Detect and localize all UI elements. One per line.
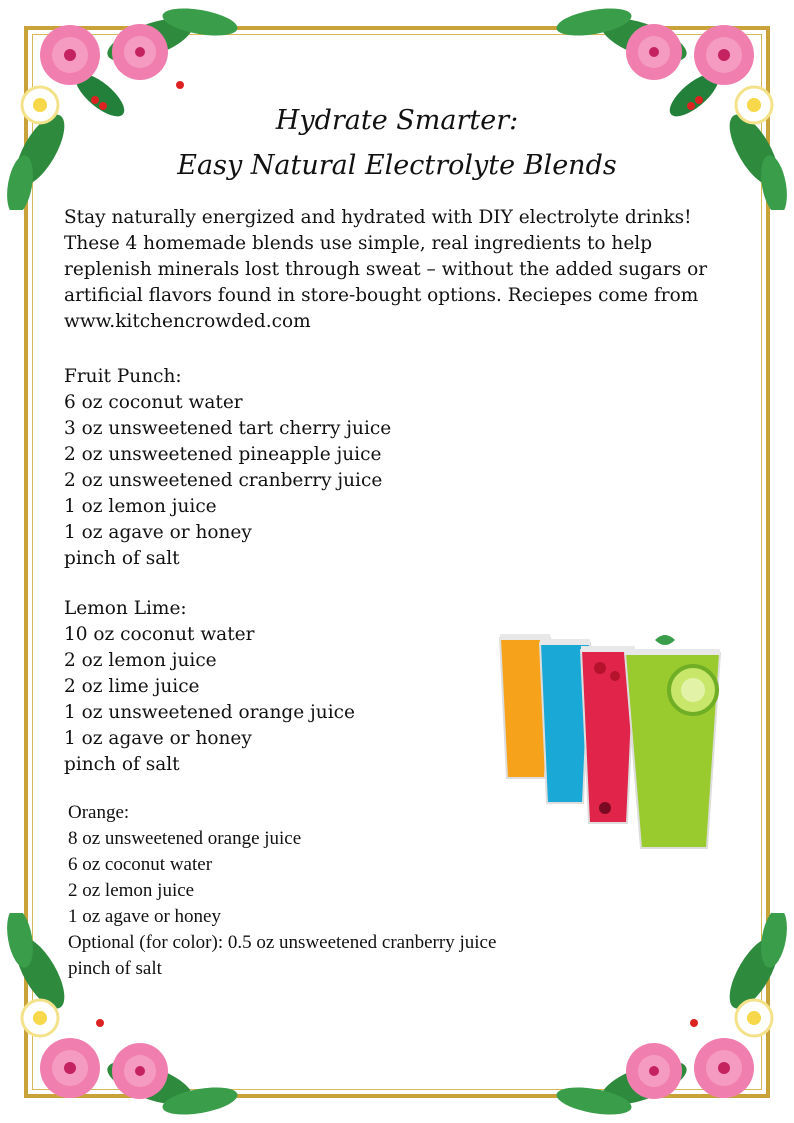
ingredient-item: Optional (for color): 0.5 oz unsweetened cranberry juice: [68, 932, 497, 953]
ingredient-item: 2 oz lemon juice: [68, 880, 195, 901]
page-title-line-1: Hydrate Smarter:: [275, 105, 519, 136]
electrolyte-drinks-illustration: [495, 628, 725, 858]
ingredient-item: 6 oz coconut water: [64, 392, 243, 413]
ingredient-item: 1 oz unsweetened orange juice: [64, 702, 355, 723]
ingredient-item: 2 oz lemon juice: [64, 650, 217, 671]
ingredient-item: pinch of salt: [68, 958, 162, 979]
ingredient-item: 1 oz lemon juice: [64, 496, 217, 517]
page-title-line-2: Easy Natural Electrolyte Blends: [177, 150, 617, 181]
recipe-orange: [68, 800, 496, 982]
ingredient-item: 3 oz unsweetened tart cherry juice: [64, 418, 392, 439]
ingredient-item: 6 oz coconut water: [68, 854, 213, 875]
ingredient-item: pinch of salt: [64, 754, 180, 775]
intro-paragraph: Stay naturally energized and hydrated with DIY electrolyte drinks! These 4 homemade blends use simple, real ingredients to help replenish minerals lost through sweat – without the added sugars or artificial flavors found in store-bought options. Reciepes come from www.kitchencrowded.com: [64, 207, 708, 332]
ingredient-item: 1 oz agave or honey: [68, 906, 221, 927]
ingredient-item: 10 oz coconut water: [64, 624, 255, 645]
ingredient-item: 1 oz agave or honey: [64, 522, 252, 543]
tropical-flower-corner-icon: [554, 913, 794, 1123]
ingredient-item: 8 oz unsweetened orange juice: [68, 828, 302, 849]
ingredient-item: pinch of salt: [64, 548, 180, 569]
ingredient-item: 2 oz lime juice: [64, 676, 200, 697]
recipe-heading: Orange:: [68, 802, 130, 823]
ingredient-item: 1 oz agave or honey: [64, 728, 252, 749]
ingredient-item: 2 oz unsweetened pineapple juice: [64, 444, 382, 465]
recipe-heading: Lemon Lime:: [64, 598, 187, 619]
recipe-fruit-punch: [64, 364, 391, 572]
ingredient-item: 2 oz unsweetened cranberry juice: [64, 470, 383, 491]
recipe-lemon-lime: [64, 596, 355, 778]
recipe-heading: Fruit Punch:: [64, 366, 182, 387]
